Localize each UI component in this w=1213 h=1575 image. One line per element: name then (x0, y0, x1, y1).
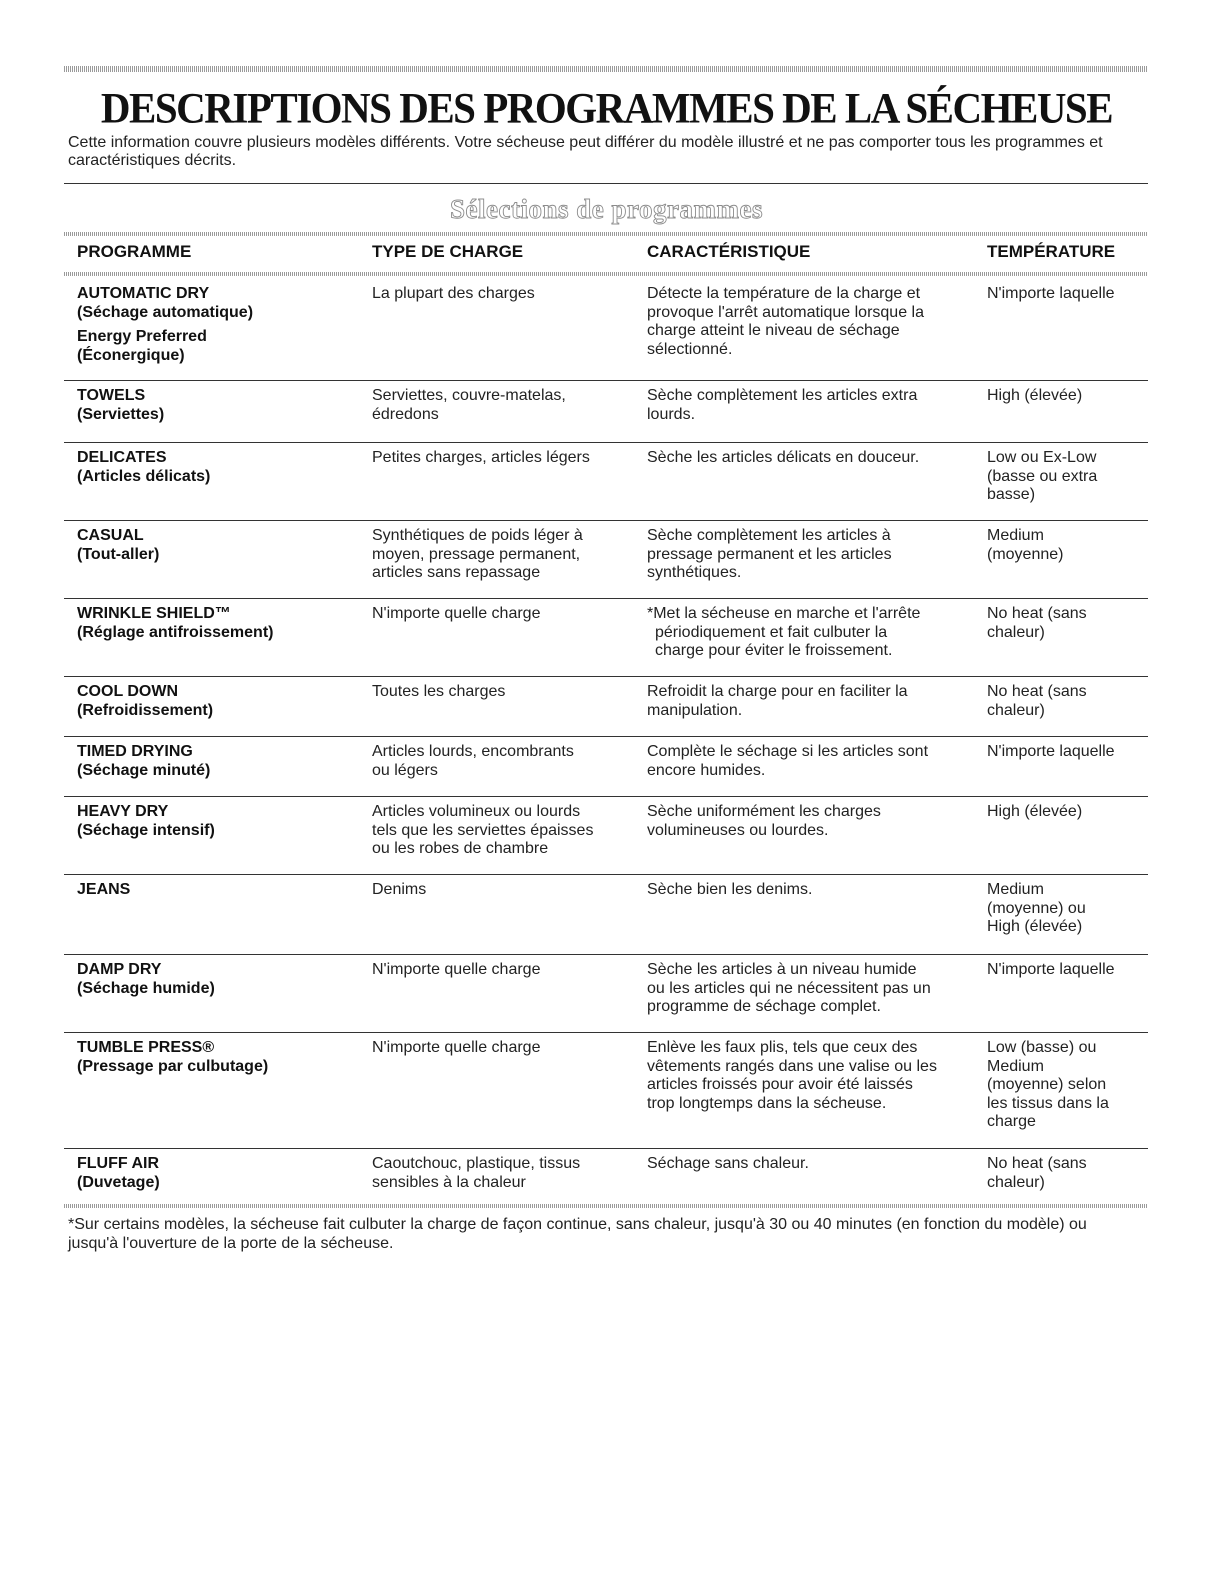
temperature-cell-line: Medium (987, 527, 1044, 544)
feature-cell-line: Sèche complètement les articles à (647, 527, 891, 544)
program-name-block (77, 527, 367, 564)
load-type-cell (372, 527, 637, 583)
load-type-cell-line: tels que les serviettes épaisses (372, 821, 594, 839)
program-name-french: (Serviettes) (77, 405, 165, 423)
load-type-cell-line: sensibles à la chaleur (372, 1173, 526, 1191)
feature-cell-line: charge pour éviter le froissement. (655, 642, 893, 659)
program-cell (77, 743, 367, 780)
temperature-cell-line: Low (basse) ou (987, 1039, 1097, 1056)
feature-cell-line: articles froissés pour avoir été laissés (647, 1076, 913, 1093)
program-name: FLUFF AIR (77, 1155, 160, 1172)
program-name: Energy Preferred (77, 328, 207, 345)
load-type-cell-line: La plupart des charges (372, 285, 535, 302)
temperature-cell-line: High (élevée) (987, 918, 1083, 935)
temperature-cell-line: No heat (sans (987, 1155, 1087, 1172)
header-top-hatch (64, 232, 1148, 236)
temperature-cell-line: Medium (987, 881, 1044, 898)
feature-cell-line: Sèche les articles délicats en douceur. (647, 449, 920, 466)
load-type-cell-line: Articles volumineux ou lourds (372, 803, 581, 820)
table-row (64, 954, 1148, 1033)
program-name: COOL DOWN (77, 683, 179, 700)
temperature-cell (987, 961, 1147, 980)
load-type-cell-line: édredons (372, 405, 439, 423)
temperature-cell-line: chaleur) (987, 623, 1045, 641)
program-name: DELICATES (77, 449, 167, 466)
temperature-cell-line: High (élevée) (987, 387, 1083, 404)
load-type-cell-line: ou les robes de chambre (372, 840, 549, 857)
program-name-block (77, 1039, 367, 1076)
program-name: TIMED DRYING (77, 743, 193, 760)
program-name-block (77, 387, 367, 424)
feature-cell-line: programme de séchage complet. (647, 998, 881, 1015)
feature-cell-line: *Met la sécheuse en marche et l'arrête (647, 605, 921, 622)
program-name-french: (Duvetage) (77, 1173, 160, 1191)
temperature-cell-line: No heat (sans (987, 683, 1087, 700)
load-type-cell-line: Caoutchouc, plastique, tissus (372, 1155, 581, 1172)
feature-cell (647, 881, 969, 900)
program-name: JEANS (77, 881, 131, 898)
program-name-block (77, 449, 367, 486)
program-name-french: (Articles délicats) (77, 467, 211, 485)
feature-cell-line: lourds. (647, 405, 696, 423)
load-type-cell-line: Synthétiques de poids léger à (372, 527, 583, 544)
feature-cell-line: vêtements rangés dans une valise ou les (647, 1057, 937, 1075)
temperature-cell-line: chaleur) (987, 1173, 1045, 1191)
table-row (64, 442, 1148, 521)
feature-cell-line: Sèche les articles à un niveau humide (647, 961, 917, 978)
intro-divider (64, 183, 1148, 184)
program-cell (77, 881, 367, 900)
feature-cell-line: sélectionné. (647, 340, 733, 358)
program-name: TUMBLE PRESS® (77, 1039, 215, 1056)
feature-cell (647, 743, 969, 780)
program-name-french: (Séchage intensif) (77, 821, 215, 839)
feature-cell (647, 387, 969, 424)
table-row (64, 676, 1148, 737)
temperature-cell-line: chaleur) (987, 701, 1045, 719)
temperature-cell (987, 605, 1147, 642)
intro-text: Cette information couvre plusieurs modèles différents. Votre sécheuse peut différer du modèle illustré et ne pas comporter tous les programmes et caractéristiques décrits. (68, 134, 1103, 169)
footnote: *Sur certains modèles, la sécheuse fait culbuter la charge de façon continue, sans chaleur, jusqu'à 30 ou 40 minutes (en fonction du modèle) ou jusqu'à l'ouverture de la porte de la sécheuse. (68, 1216, 1087, 1252)
feature-cell-line: périodiquement et fait culbuter la (655, 623, 888, 641)
program-name-block (77, 743, 367, 780)
load-type-cell-line: ou légers (372, 761, 438, 779)
temperature-cell (987, 683, 1147, 720)
feature-cell (647, 1155, 969, 1174)
temperature-cell-line: No heat (sans (987, 605, 1087, 622)
program-name: DAMP DRY (77, 961, 162, 978)
program-cell (77, 803, 367, 840)
program-cell (77, 1039, 367, 1076)
feature-cell (647, 449, 969, 468)
temperature-cell-line: N'importe laquelle (987, 961, 1115, 978)
temperature-cell-line: basse) (987, 486, 1036, 503)
temperature-cell-line: les tissus dans la (987, 1094, 1109, 1112)
load-type-cell (372, 1155, 637, 1192)
temperature-cell-line: charge (987, 1113, 1036, 1130)
feature-cell (647, 1039, 969, 1113)
program-name-block (77, 803, 367, 840)
column-header-programme: PROGRAMME (77, 242, 192, 261)
load-type-cell (372, 743, 637, 780)
table-row (64, 1148, 1148, 1204)
feature-cell (647, 527, 969, 583)
program-cell (77, 961, 367, 998)
feature-cell-line: Enlève les faux plis, tels que ceux des (647, 1039, 918, 1056)
temperature-cell (987, 1155, 1147, 1192)
load-type-cell-line: moyen, pressage permanent, (372, 545, 581, 563)
program-name-french: (Éconergique) (77, 346, 185, 364)
program-name-block (77, 285, 367, 322)
temperature-cell-line: (basse ou extra (987, 467, 1098, 485)
feature-cell-line: encore humides. (647, 761, 766, 779)
feature-cell-line: charge atteint le niveau de séchage (647, 322, 900, 339)
page-title: DESCRIPTIONS DES PROGRAMMES DE LA SÉCHEUSE (100, 83, 1113, 133)
load-type-cell (372, 683, 637, 702)
load-type-cell (372, 1039, 637, 1058)
temperature-cell (987, 1039, 1147, 1132)
section-title: Sélections de programmes (450, 194, 763, 224)
program-name-french: (Réglage antifroissement) (77, 623, 274, 641)
load-type-cell-line: Articles lourds, encombrants (372, 743, 574, 760)
program-name: TOWELS (77, 387, 146, 404)
feature-cell-line: Complète le séchage si les articles sont (647, 743, 929, 760)
program-name: WRINKLE SHIELD™ (77, 605, 231, 622)
header-bottom-hatch (64, 272, 1148, 276)
column-header-load-type: TYPE DE CHARGE (372, 242, 524, 261)
feature-cell (647, 285, 969, 359)
table-row (64, 796, 1148, 875)
program-cell (77, 449, 367, 486)
load-type-cell-line: Toutes les charges (372, 683, 506, 700)
temperature-cell-line: N'importe laquelle (987, 743, 1115, 760)
column-header-feature: CARACTÉRISTIQUE (647, 242, 811, 261)
load-type-cell (372, 449, 637, 468)
temperature-cell (987, 881, 1147, 937)
load-type-cell (372, 803, 637, 859)
program-name-french: (Tout-aller) (77, 545, 160, 563)
load-type-cell (372, 285, 637, 304)
feature-cell (647, 961, 969, 1017)
feature-cell-line: Sèche bien les denims. (647, 881, 813, 898)
feature-cell (647, 683, 969, 720)
temperature-cell-line: High (élevée) (987, 803, 1083, 820)
feature-cell-line: Refroidit la charge pour en faciliter la (647, 683, 908, 700)
feature-cell (647, 803, 969, 840)
table-row (64, 736, 1148, 797)
feature-cell-line: synthétiques. (647, 564, 742, 581)
load-type-cell-line: articles sans repassage (372, 564, 541, 581)
load-type-cell (372, 961, 637, 980)
temperature-cell (987, 803, 1147, 822)
feature-cell-line: manipulation. (647, 701, 743, 719)
feature-cell-line: volumineuses ou lourdes. (647, 821, 829, 839)
temperature-cell (987, 285, 1147, 304)
program-cell (77, 1155, 367, 1192)
feature-cell-line: Séchage sans chaleur. (647, 1155, 809, 1172)
program-name-french: (Refroidissement) (77, 701, 214, 719)
table-row (64, 874, 1148, 955)
program-name-french: (Pressage par culbutage) (77, 1057, 269, 1075)
temperature-cell-line: Medium (987, 1057, 1044, 1075)
temperature-cell (987, 387, 1147, 406)
temperature-cell-line: N'importe laquelle (987, 285, 1115, 302)
temperature-cell-line: (moyenne) (987, 545, 1064, 563)
temperature-cell-line: (moyenne) selon (987, 1076, 1107, 1093)
feature-cell-line: Sèche uniformément les charges (647, 803, 881, 820)
program-name: HEAVY DRY (77, 803, 169, 820)
table-row (64, 520, 1148, 599)
program-cell (77, 605, 367, 642)
program-cell (77, 285, 367, 365)
temperature-cell-line: (moyenne) ou (987, 899, 1086, 917)
feature-cell-line: trop longtemps dans la sécheuse. (647, 1094, 887, 1112)
table-row (64, 380, 1148, 443)
temperature-cell-line: Low ou Ex-Low (987, 449, 1097, 466)
load-type-cell-line: N'importe quelle charge (372, 605, 541, 622)
program-name-french: (Séchage automatique) (77, 303, 254, 321)
program-cell (77, 387, 367, 424)
program-cell (77, 683, 367, 720)
program-name-block (77, 961, 367, 998)
load-type-cell (372, 387, 637, 424)
program-name-french: (Séchage minuté) (77, 761, 211, 779)
load-type-cell (372, 605, 637, 624)
load-type-cell-line: N'importe quelle charge (372, 961, 541, 978)
temperature-cell (987, 743, 1147, 762)
column-header-temperature: TEMPÉRATURE (987, 242, 1116, 261)
feature-cell-line: provoque l'arrêt automatique lorsque la (647, 303, 924, 321)
program-name-block (77, 328, 367, 365)
feature-cell-line: Détecte la température de la charge et (647, 285, 921, 302)
program-cell (77, 527, 367, 564)
program-name-french: (Séchage humide) (77, 979, 215, 997)
feature-cell-line: Sèche complètement les articles extra (647, 387, 918, 404)
feature-cell-line: pressage permanent et les articles (647, 545, 892, 563)
temperature-cell (987, 527, 1147, 564)
feature-cell (647, 605, 969, 661)
temperature-cell (987, 449, 1147, 505)
top-hatch-bar (64, 66, 1148, 72)
load-type-cell-line: N'importe quelle charge (372, 1039, 541, 1056)
feature-cell-line: ou les articles qui ne nécessitent pas un (647, 979, 931, 997)
table-bottom-hatch (64, 1204, 1148, 1208)
program-name-block (77, 683, 367, 720)
load-type-cell-line: Denims (372, 881, 427, 898)
program-name-block (77, 605, 367, 642)
program-name: AUTOMATIC DRY (77, 285, 210, 302)
table-row (64, 1032, 1148, 1149)
program-name: CASUAL (77, 527, 144, 544)
load-type-cell (372, 881, 637, 900)
program-name-block (77, 881, 367, 900)
load-type-cell-line: Serviettes, couvre-matelas, (372, 387, 566, 404)
table-row (64, 598, 1148, 677)
table-row (64, 278, 1148, 381)
program-name-block (77, 1155, 367, 1192)
load-type-cell-line: Petites charges, articles légers (372, 449, 590, 466)
